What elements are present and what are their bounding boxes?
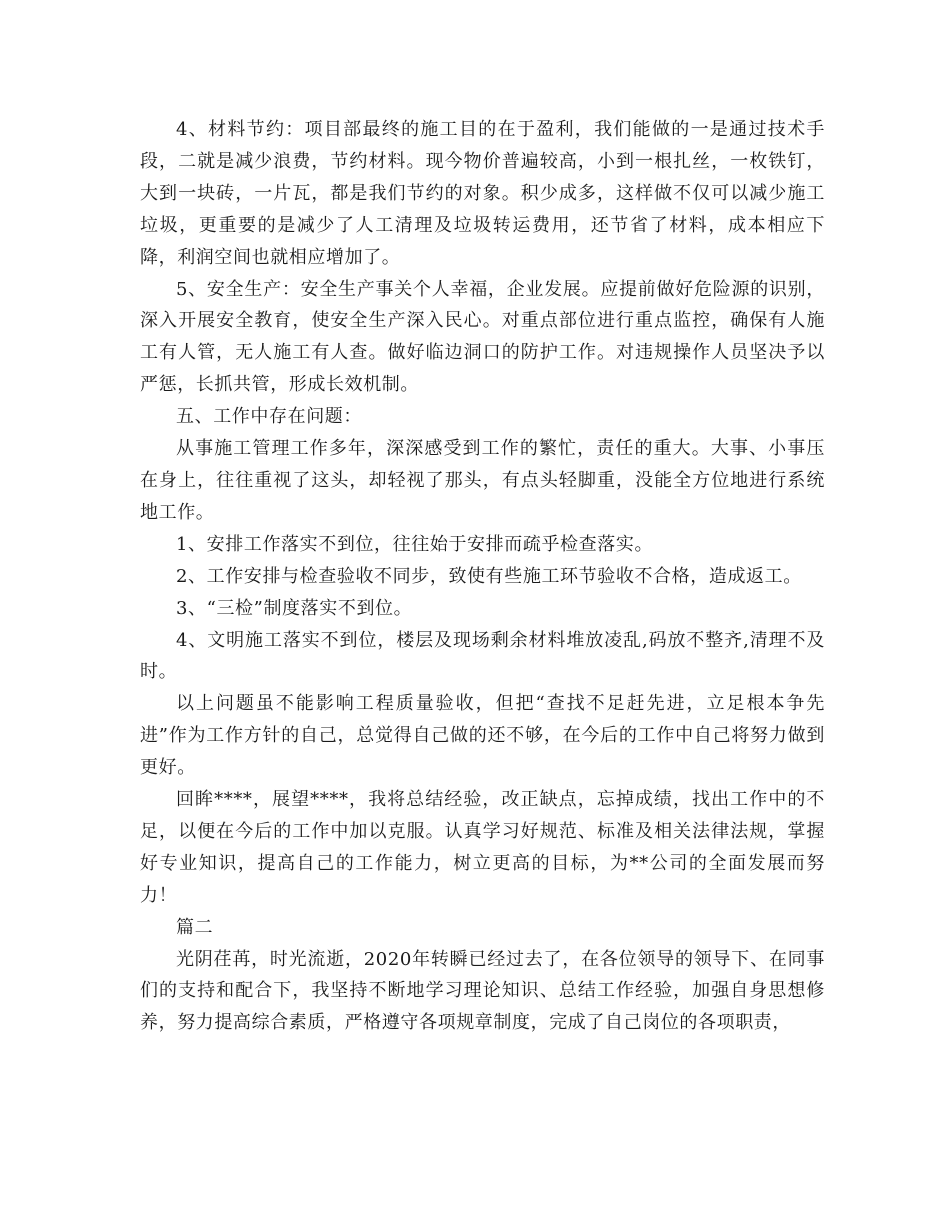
- document-body: [140, 114, 825, 1039]
- list-item-problem-1: 1、安排工作落实不到位，往往始于安排而疏乎检查落实。: [176, 533, 654, 555]
- paragraph-reflection: 以上问题虽不能影响工程质量验收，但把“查找不足赶先进，立足根本争先进”作为工作方针的自己，总觉得自己做的还不够，在今后的工作中自己将努力做到更好。: [140, 693, 825, 779]
- paragraph-problems-intro: 从事施工管理工作多年，深深感受到工作的繁忙，责任的重大。大事、小事压在身上，往往重视了这头，却轻视了那头，有点头轻脚重，没能全方位地进行系统地工作。: [140, 438, 825, 523]
- section-heading-part-two: 篇二: [176, 916, 214, 938]
- paragraph-safety-production: 5、安全生产：安全生产事关个人幸福，企业发展。应提前做好危险源的识别，深入开展安全教育，使安全生产深入民心。对重点部位进行重点监控，确保有人施工有人管，无人施工有人查。做好临边洞口的防护工作。对违规操作人员坚决予以严惩，长抓共管，形成长效机制。: [140, 278, 825, 396]
- section-heading-problems: 五、工作中存在问题：: [176, 406, 362, 428]
- list-item-problem-4: 4、文明施工落实不到位，楼层及现场剩余材料堆放凌乱,码放不整齐,清理不及时。: [140, 629, 825, 683]
- paragraph-outlook: 回眸****，展望****，我将总结经验，改正缺点，忘掉成绩，找出工作中的不足，以便在今后的工作中加以克服。认真学习好规范、标准及相关法律法规，掌握好专业知识，提高自己的工作能力，树立更高的目标，为**公司的全面发展而努力！: [140, 789, 825, 906]
- list-item-problem-3: 3、“三检”制度落实不到位。: [176, 597, 413, 619]
- list-item-problem-2: 2、工作安排与检查验收不同步，致使有些施工环节验收不合格，造成返工。: [176, 565, 802, 587]
- paragraph-part-two-intro: 光阴荏苒，时光流逝，2020年转瞬已经过去了，在各位领导的领导下、在同事们的支持和配合下，我坚持不断地学习理论知识、总结工作经验，加强自身思想修养，努力提高综合素质，严格遵守各项规章制度，完成了自己岗位的各项职责，: [140, 948, 825, 1034]
- paragraph-material-saving: 4、材料节约：项目部最终的施工目的在于盈利，我们能做的一是通过技术手段，二就是减少浪费，节约材料。现今物价普遍较高，小到一根扎丝，一枚铁钉，大到一块砖，一片瓦，都是我们节约的对象。积少成多，这样做不仅可以减少施工垃圾，更重要的是减少了人工清理及垃圾转运费用，还节省了材料，成本相应下降，利润空间也就相应增加了。: [140, 119, 825, 268]
